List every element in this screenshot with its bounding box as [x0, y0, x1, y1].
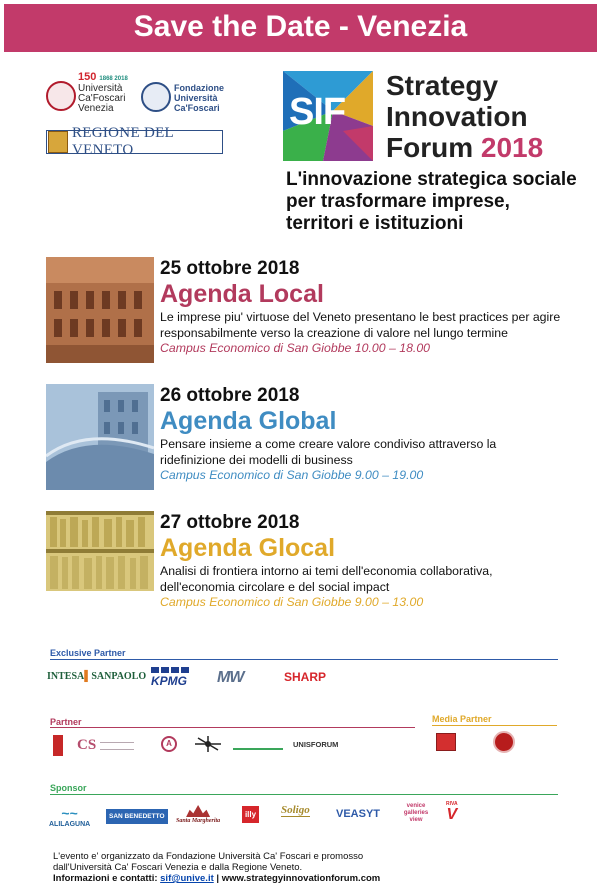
- fondazione-name: Fondazione Università Ca'Foscari: [174, 83, 224, 113]
- sponsor-alilaguna: ~~ ALILAGUNA: [49, 805, 91, 828]
- agenda-local-location: Campus Economico di San Giobbe 10.00 – 18.00: [160, 341, 431, 355]
- footer-separator: |: [216, 873, 220, 884]
- kpmg-logo: KPMG: [151, 667, 189, 688]
- partner-logo-star-icon: [193, 734, 223, 759]
- sharp-logo: SHARP: [284, 670, 327, 684]
- agenda-local: [160, 258, 600, 355]
- regione-veneto-logo: [46, 125, 223, 158]
- sponsor-rule: [50, 794, 558, 795]
- venice-bridge-image: [46, 384, 154, 490]
- agenda-global-description: Pensare insieme a come creare valore condiviso attraverso la ridefinizione dei modelli di business: [160, 437, 497, 467]
- exclusive-partner-label: Exclusive Partner: [50, 648, 126, 658]
- sif-mark: SIF: [289, 91, 346, 133]
- forum-year: 2018: [480, 132, 544, 163]
- agenda-glocal-title: Agenda Glocal: [160, 534, 336, 562]
- banner-title: Save the Date - Venezia: [133, 10, 468, 43]
- save-the-date-banner: [4, 4, 597, 52]
- agenda-global-location: Campus Economico di San Giobbe 9.00 – 19.00: [160, 468, 424, 482]
- sponsor-soligo: Soligo: [281, 804, 310, 816]
- footer-organizer-line-2: dall'Università Ca' Foscari Venezia e dalla Regione Veneto.: [53, 862, 303, 873]
- footer-email-link[interactable]: sif@unive.it: [160, 873, 214, 884]
- media-partner-logo-red-square-icon: [436, 733, 456, 751]
- ca-foscari-logo: [46, 71, 134, 115]
- agenda-glocal-location: Campus Economico di San Giobbe 9.00 – 13.00: [160, 595, 424, 609]
- partner-rule: [50, 727, 415, 728]
- fondazione-seal-icon: [141, 82, 171, 112]
- partner-logo-a-icon: A: [161, 736, 177, 752]
- sif-logo: [283, 71, 373, 161]
- sponsor-illy: illy: [242, 806, 259, 823]
- intesa-sanpaolo-logo: INTESA▌SANPAOLO: [47, 671, 147, 682]
- sponsor-venice-galleries-view: venice galleries view: [403, 803, 429, 823]
- agenda-global-title: Agenda Global: [160, 407, 337, 435]
- agenda-local-description: Le imprese piu' virtuose del Veneto presentano le best practices per agire responsabilmente verso la creazione di valore nel lungo termine: [160, 310, 561, 340]
- partner-logo-unisforum: UNISFORUM: [293, 740, 339, 749]
- partner-logo-green-icon: [233, 741, 283, 750]
- lion-of-saint-mark-icon: [48, 131, 68, 153]
- fondazione-logo: [141, 82, 226, 114]
- ca-foscari-seal-icon: [46, 81, 76, 111]
- footer-organizer-line-1: L'evento e' organizzato da Fondazione Università Ca' Foscari e promosso: [53, 851, 364, 862]
- agenda-local-photo: [46, 257, 154, 363]
- agenda-glocal: [160, 512, 520, 609]
- agenda-glocal-date: 27 ottobre 2018: [160, 512, 300, 533]
- partner-label: Partner: [50, 717, 82, 727]
- sponsor-veasyt: VEASYT: [336, 808, 381, 820]
- forum-title: Strategy Innovation Forum 2018: [386, 70, 544, 163]
- sponsor-label: Sponsor: [50, 783, 87, 793]
- library-shelves-image: [46, 511, 154, 591]
- agenda-glocal-description: Analisi di frontiera intorno ai temi dell'economia collaborativa, dell'economia circolare e del social impact: [160, 564, 493, 594]
- agenda-global-date: 26 ottobre 2018: [160, 385, 300, 406]
- ca-foscari-name: Università Ca'Foscari Venezia: [78, 83, 126, 114]
- sponsor-santa-margherita: Santa Margherita: [176, 805, 220, 824]
- agenda-global-photo: [46, 384, 154, 490]
- agenda-glocal-photo: [46, 511, 154, 617]
- media-partner-rule: [432, 725, 557, 726]
- sponsor-san-benedetto: SAN BENEDETTO: [106, 809, 168, 824]
- forum-tagline: L'innovazione strategica sociale per trasformare imprese, territori e istituzioni: [286, 169, 577, 234]
- partner-logo-red-book-icon: [53, 735, 63, 756]
- agenda-local-date: 25 ottobre 2018: [160, 258, 300, 279]
- ca-foscari-anniversary: 150 1868 2018: [78, 71, 128, 83]
- footer-contacts-label: Informazioni e contatti:: [53, 873, 158, 884]
- media-partner-logo-round-icon: [493, 731, 515, 753]
- footer-contacts: [53, 873, 380, 884]
- agenda-local-title: Agenda Local: [160, 280, 324, 308]
- partner-logo-cs: CS: [77, 737, 134, 754]
- agenda-global: [160, 385, 540, 482]
- venetian-palace-image: [46, 257, 154, 363]
- footer: [53, 851, 380, 884]
- exclusive-partner-rule: [50, 659, 558, 660]
- media-partner-label: Media Partner: [432, 714, 492, 724]
- footer-website-link[interactable]: www.strategyinnovationforum.com: [221, 873, 381, 884]
- mw-logo: MW: [217, 669, 244, 686]
- regione-veneto-label: REGIONE DEL VENETO: [71, 125, 174, 158]
- sponsor-riva: RIVA V: [446, 801, 458, 823]
